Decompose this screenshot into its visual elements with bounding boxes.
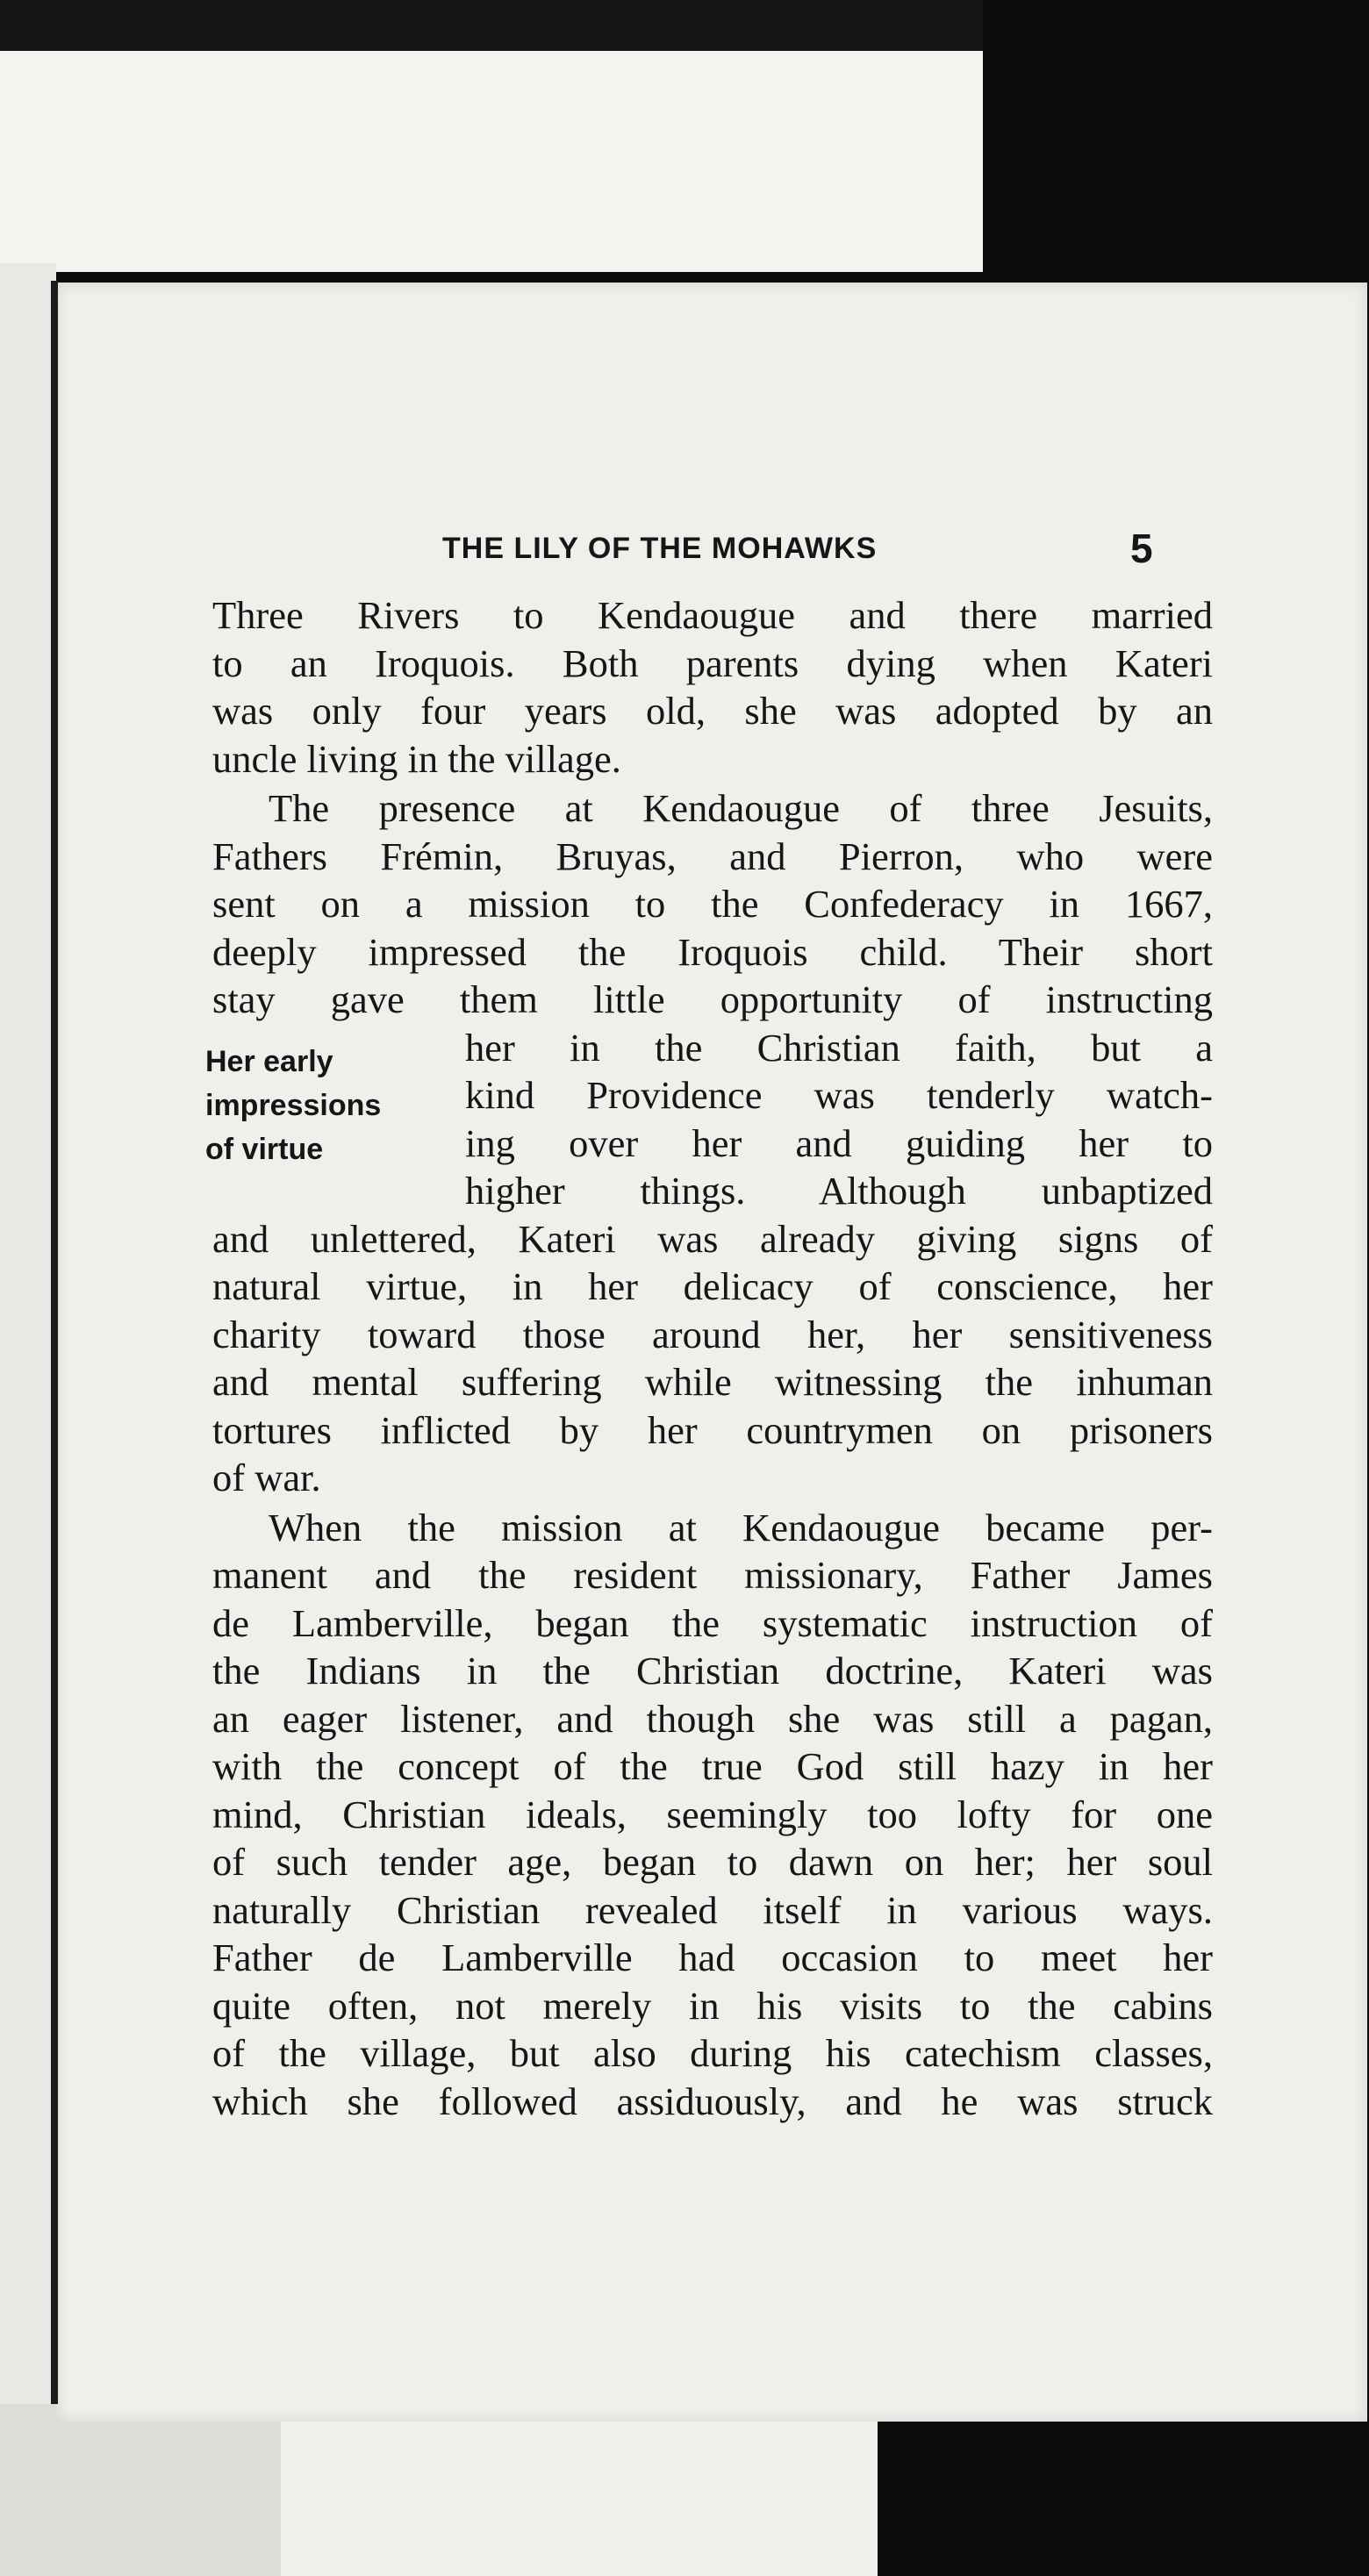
text-line: de Lamberville, began the systematic instruction of [212,1600,1213,1645]
book-page [56,283,1367,2422]
text-line: charity toward those around her, her sensitiveness [212,1312,1213,1356]
running-header [56,518,1367,570]
page-binding-edge [51,281,58,2404]
text-line: which she followed assiduously, and he was struck [212,2079,1213,2123]
text-line: an eager listener, and though she was still a pagan, [212,1696,1213,1741]
text-line: uncle living in the village. [212,736,621,781]
text-line: Three Rivers to Kendaougue and there married [212,593,1213,637]
text-line: mind, Christian ideals, seemingly too lofty for one [212,1792,1213,1836]
margin-note-line: Her early [205,1044,333,1078]
text-line: of war. [212,1456,321,1499]
text-line: Father de Lamberville had occasion to meet her [212,1936,1213,1979]
text-line: deeply impressed the Iroquois child. Their short [212,929,1213,974]
text-line: ing over her and guiding her to [465,1120,1213,1165]
margin-note [205,1040,381,1171]
body-text [205,591,1213,2125]
scan-border-top [0,0,983,51]
text-line: the Indians in the Christian doctrine, Kateri was [212,1649,1213,1692]
text-line: her in the Christian faith, but a [465,1025,1213,1070]
scan-background-left [0,263,56,2576]
text-line: stay gave them little opportunity of instructing [212,977,1213,1021]
text-line: and mental suffering while witnessing the inhuman [212,1360,1213,1404]
text-line: was only four years old, she was adopted by an [212,689,1213,733]
text-line: with the concept of the true God still hazy in her [212,1744,1213,1788]
margin-note-line: impressions [205,1088,382,1122]
text-line: The presence at Kendaougue of three Jesuits, [269,786,1213,830]
text-line: sent on a mission to the Confederacy in 1667, [212,882,1213,926]
paragraph [212,591,1213,783]
text-line: of the village, but also during his catechism classes, [212,2031,1213,2075]
paragraph [205,784,1213,1502]
text-line: Fathers Frémin, Bruyas, and Pierron, who were [212,834,1213,878]
text-line: of such tender age, began to dawn on her; her soul [212,1840,1213,1884]
text-line: to an Iroquois. Both parents dying when Kateri [212,640,1213,685]
text-line: naturally Christian revealed itself in various ways. [212,1887,1213,1932]
text-line: kind Providence was tenderly watch- [465,1073,1213,1117]
text-line: higher things. Although unbaptized [465,1169,1213,1213]
running-title: THE LILY OF THE MOHAWKS [442,532,878,565]
text-line: and unlettered, Kateri was already giving signs of [212,1216,1213,1261]
text-line: When the mission at Kendaougue became per- [269,1505,1213,1549]
paragraph [212,1504,1213,2126]
margin-note-line: of virtue [205,1132,324,1166]
scan-shadow-bottom [0,2404,281,2576]
text-line: natural virtue, in her delicacy of conscience, her [212,1264,1213,1308]
text-line: quite often, not merely in his visits to the cabins [212,1983,1213,2028]
text-line: manent and the resident missionary, Father James [212,1553,1213,1597]
page-number: 5 [1130,526,1153,571]
text-line: tortures inflicted by her countrymen on prisoners [212,1407,1213,1452]
sidenote-block [205,1024,1213,1215]
